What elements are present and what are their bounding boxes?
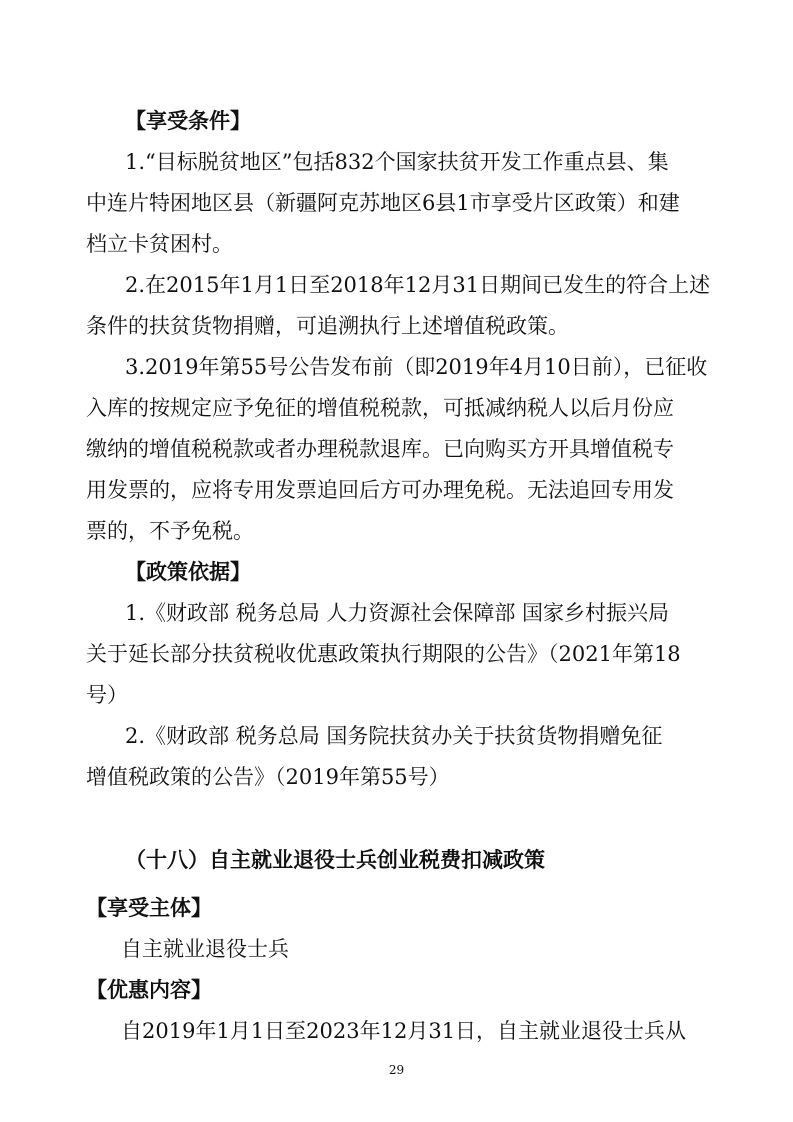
paragraph-line: 号） [86, 683, 128, 707]
paragraph-line: 自2019年1月1日至2023年12月31日，自主就业退役士兵从 [121, 1019, 687, 1043]
paragraph-line: 3.2019年第55号公告发布前（即2019年4月10日前），已征收 [125, 355, 708, 379]
chapter-title: （十八）自主就业退役士兵创业税费扣减政策 [125, 848, 545, 872]
paragraph-line: 增值税政策的公告》（2019年第55号） [86, 765, 450, 789]
paragraph-line: 票的，不予免税。 [86, 519, 254, 543]
paragraph-line: 1.《财政部 税务总局 人力资源社会保障部 国家乡村振兴局 [125, 601, 670, 625]
paragraph-line: 用发票的，应将专用发票追回后方可办理免税。无法追回专用发 [86, 478, 674, 502]
page-number: 29 [388, 1063, 405, 1077]
paragraph-line: 关于延长部分扶贫税收优惠政策执行期限的公告》（2021年第18 [86, 642, 681, 666]
section-heading-policy-basis: 【政策依据】 [125, 560, 251, 584]
section-heading-beneficiary: 【享受主体】 [86, 896, 212, 920]
paragraph-line: 2.在2015年1月1日至2018年12月31日期间已发生的符合上述 [125, 273, 711, 297]
section-heading-benefit-content: 【优惠内容】 [86, 978, 212, 1002]
paragraph-line: 1.“目标脱贫地区”包括832个国家扶贫开发工作重点县、集 [125, 150, 669, 174]
paragraph-line: 缴纳的增值税税款或者办理税款退库。已向购买方开具增值税专 [86, 437, 674, 461]
paragraph-line: 2.《财政部 税务总局 国务院扶贫办关于扶贫货物捐赠免征 [125, 724, 663, 748]
paragraph-line: 条件的扶贫货物捐赠，可追溯执行上述增值税政策。 [86, 314, 569, 338]
section-heading-conditions: 【享受条件】 [125, 109, 251, 133]
paragraph-line: 中连片特困地区县（新疆阿克苏地区6县1市享受片区政策）和建 [86, 191, 680, 215]
paragraph-line: 档立卡贫困村。 [86, 232, 233, 256]
paragraph-line: 自主就业退役士兵 [121, 937, 289, 961]
paragraph-line: 入库的按规定应予免征的增值税税款，可抵减纳税人以后月份应 [86, 396, 674, 420]
